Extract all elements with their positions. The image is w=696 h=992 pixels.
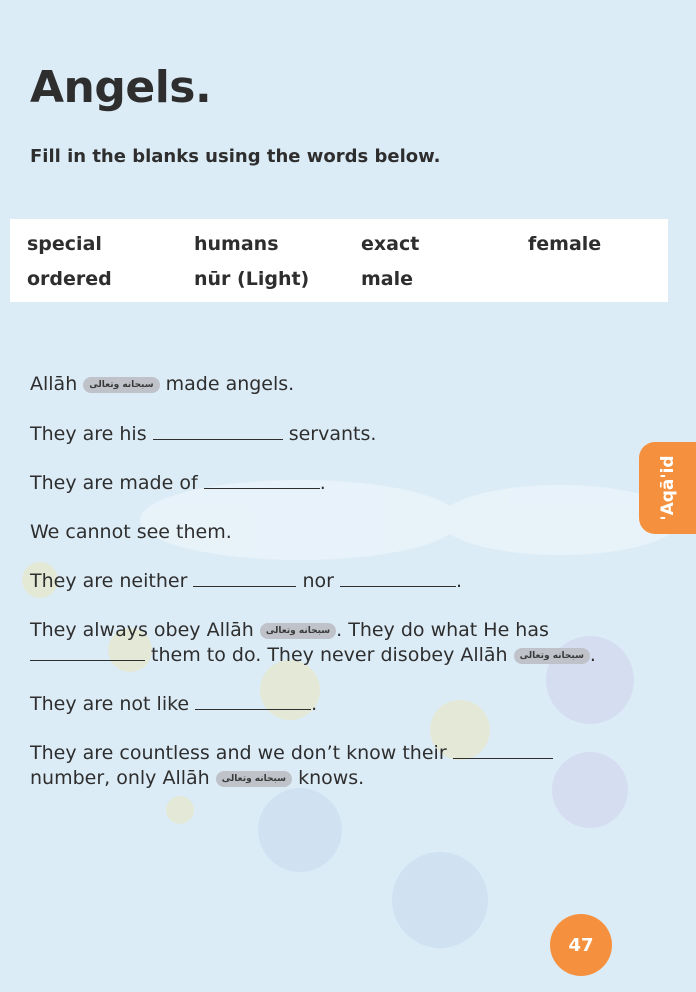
text: They are countless and we don’t know their bbox=[30, 742, 447, 764]
text: Allāh bbox=[30, 373, 78, 395]
text: made angels. bbox=[165, 373, 295, 395]
honorific-badge: سبحانه وتعالى bbox=[83, 377, 159, 393]
honorific-badge: سبحانه وتعالى bbox=[514, 648, 590, 664]
text: . bbox=[319, 472, 326, 494]
sentence-8-cont bbox=[30, 766, 364, 790]
word-bank-item: special bbox=[27, 233, 102, 255]
word-bank-item: female bbox=[528, 233, 602, 255]
word-bank-item: nūr (Light) bbox=[194, 268, 310, 290]
word-bank bbox=[10, 219, 668, 302]
section-tab bbox=[639, 442, 696, 534]
word-bank-item: ordered bbox=[27, 268, 112, 290]
text: They are made of bbox=[30, 472, 198, 494]
instruction: Fill in the blanks using the words below. bbox=[30, 146, 441, 167]
text: They are not like bbox=[30, 693, 190, 715]
answer-blank[interactable] bbox=[453, 742, 553, 759]
honorific-badge: سبحانه وتعالى bbox=[216, 771, 292, 787]
sentence-1 bbox=[30, 372, 294, 396]
text: They are his bbox=[30, 423, 147, 445]
text: . bbox=[456, 570, 463, 592]
text: nor bbox=[302, 570, 334, 592]
answer-blank[interactable] bbox=[204, 472, 320, 489]
section-tab-label: 'Aqā'id bbox=[657, 455, 678, 521]
text: They are neither bbox=[30, 570, 188, 592]
text: them to do. They never disobey Allāh bbox=[151, 644, 508, 666]
sentence-4 bbox=[30, 520, 232, 544]
text: They always obey Allāh bbox=[30, 619, 254, 641]
text: number, only Allāh bbox=[30, 767, 210, 789]
sentence-2 bbox=[30, 422, 376, 446]
text: We cannot see them. bbox=[30, 521, 232, 543]
page-number: 47 bbox=[550, 914, 612, 976]
word-bank-item: exact bbox=[361, 233, 420, 255]
text: . bbox=[311, 693, 318, 715]
answer-blank[interactable] bbox=[195, 693, 311, 710]
text: . They do what He has bbox=[336, 619, 549, 641]
word-bank-item: humans bbox=[194, 233, 279, 255]
text: knows. bbox=[298, 767, 365, 789]
sentence-8 bbox=[30, 741, 553, 765]
text: . bbox=[589, 644, 596, 666]
sentence-3 bbox=[30, 471, 326, 495]
sentence-7 bbox=[30, 692, 317, 716]
honorific-badge: سبحانه وتعالى bbox=[260, 623, 336, 639]
answer-blank[interactable] bbox=[340, 570, 456, 587]
page-title: Angels. bbox=[30, 62, 212, 113]
sentence-6 bbox=[30, 618, 549, 642]
word-bank-item: male bbox=[361, 268, 414, 290]
text: servants. bbox=[288, 423, 377, 445]
sentence-5 bbox=[30, 569, 462, 593]
sentence-6-cont bbox=[30, 643, 596, 667]
answer-blank[interactable] bbox=[193, 570, 296, 587]
answer-blank[interactable] bbox=[153, 423, 283, 440]
answer-blank[interactable] bbox=[30, 644, 145, 661]
